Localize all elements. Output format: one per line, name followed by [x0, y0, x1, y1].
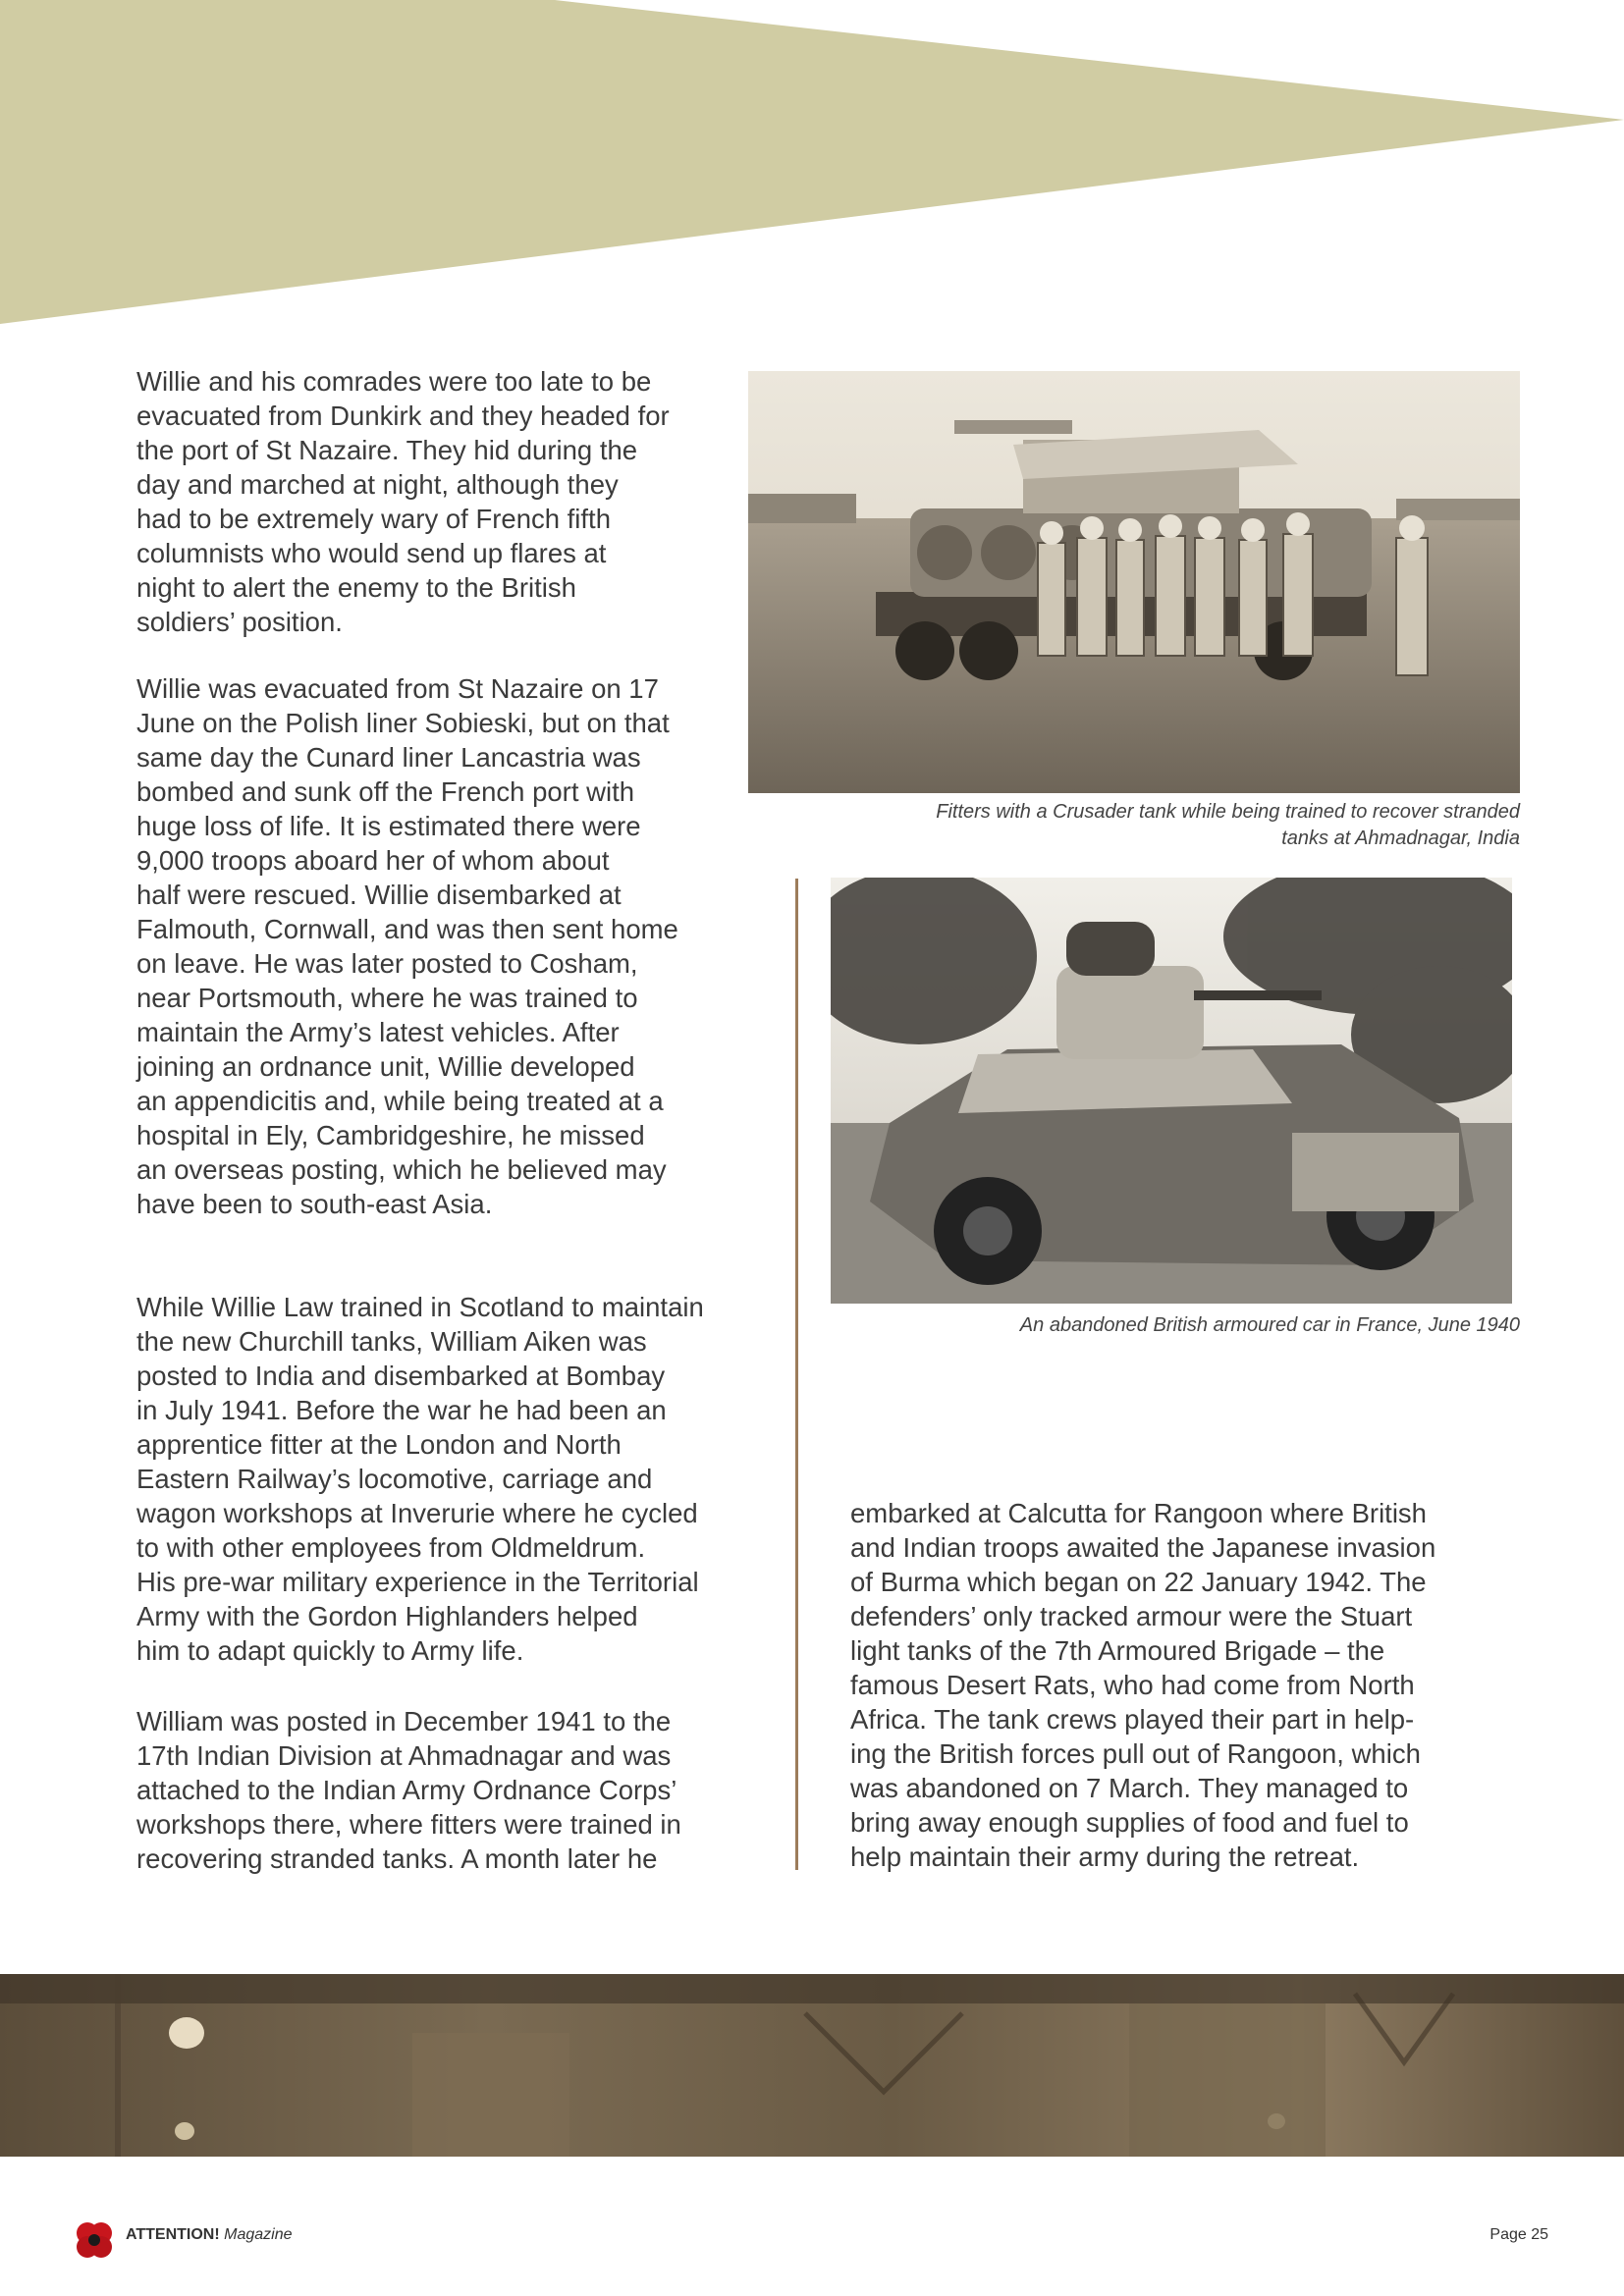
armoured-car-photo [831, 878, 1512, 1304]
column-divider [795, 879, 798, 1870]
crusader-photo-caption: Fitters with a Crusader tank while being trained to recover stranded tanks at Ahmadnagar, India [936, 801, 1520, 849]
text-line: an overseas posting, which he believed may [136, 1154, 667, 1185]
text-line: joining an ordnance unit, Willie developed [136, 1051, 635, 1082]
text-line: was abandoned on 7 March. They managed to [850, 1773, 1409, 1803]
left-paragraph-3 [136, 1290, 704, 1668]
text-line: to with other employees from Oldmeldrum. [136, 1532, 646, 1563]
text-line: help maintain their army during the retreat. [850, 1842, 1360, 1872]
page-number: Page 25 [1489, 2226, 1548, 2243]
crusader-tank-photo [748, 371, 1520, 793]
text-line: embarked at Calcutta for Rangoon where British [850, 1498, 1427, 1528]
text-line: night to alert the enemy to the British [136, 572, 576, 603]
text-line: Falmouth, Cornwall, and was then sent home [136, 914, 678, 944]
top-banner [0, 0, 1624, 334]
left-paragraph-4 [136, 1704, 681, 1876]
text-line: bring away enough supplies of food and fuel to [850, 1807, 1409, 1838]
left-paragraph-1 [136, 364, 670, 639]
text-line: him to adapt quickly to Army life. [136, 1635, 524, 1666]
text-line: posted to India and disembarked at Bombay [136, 1361, 666, 1391]
text-line: attached to the Indian Army Ordnance Corps’ [136, 1775, 677, 1805]
text-line: of Burma which began on 22 January 1942. The [850, 1567, 1427, 1597]
text-line: recovering stranded tanks. A month later he [136, 1843, 658, 1874]
text-line: in July 1941. Before the war he had been an [136, 1395, 667, 1425]
text-line: columnists who would send up flares at [136, 538, 607, 568]
text-line: day and marched at night, although they [136, 469, 619, 500]
text-line: on leave. He was later posted to Cosham, [136, 948, 638, 979]
text-line: wagon workshops at Inverurie where he cycled [136, 1498, 698, 1528]
text-line: the new Churchill tanks, William Aiken was [136, 1326, 647, 1357]
text-line: soldiers’ position. [136, 607, 343, 637]
text-line: and Indian troops awaited the Japanese invasion [850, 1532, 1436, 1563]
text-line: Africa. The tank crews played their part in help- [850, 1704, 1415, 1735]
left-paragraph-2 [136, 671, 678, 1221]
bottom-photo-strip [0, 1974, 1624, 2157]
text-line: Willie was evacuated from St Nazaire on 17 [136, 673, 659, 704]
text-line: Willie and his comrades were too late to be [136, 366, 652, 397]
text-line: apprentice fitter at the London and North [136, 1429, 622, 1460]
text-line: While Willie Law trained in Scotland to maintain [136, 1292, 704, 1322]
text-line: workshops there, where fitters were trained in [136, 1809, 681, 1840]
text-line: maintain the Army’s latest vehicles. After [136, 1017, 620, 1047]
text-line: huge loss of life. It is estimated there were [136, 811, 641, 841]
text-line: defenders’ only tracked armour were the Stuart [850, 1601, 1413, 1631]
text-line: the port of St Nazaire. They hid during the [136, 435, 638, 465]
text-line: near Portsmouth, where he was trained to [136, 983, 638, 1013]
text-line: Army with the Gordon Highlanders helped [136, 1601, 638, 1631]
text-line: bombed and sunk off the French port with [136, 776, 635, 807]
text-line: had to be extremely wary of French fifth [136, 504, 611, 534]
poppy-icon [76, 2221, 113, 2259]
text-line: 17th Indian Division at Ahmadnagar and was [136, 1740, 672, 1771]
text-line: 9,000 troops aboard her of whom about [136, 845, 610, 876]
text-line: half were rescued. Willie disembarked at [136, 880, 622, 910]
text-line: ing the British forces pull out of Rangoon, which [850, 1738, 1421, 1769]
text-line: June on the Polish liner Sobieski, but on that [136, 708, 670, 738]
text-line: light tanks of the 7th Armoured Brigade – the [850, 1635, 1385, 1666]
armoured-car-photo-caption: An abandoned British armoured car in France, June 1940 [1019, 1314, 1520, 1336]
text-line: hospital in Ely, Cambridgeshire, he missed [136, 1120, 645, 1150]
text-line: William was posted in December 1941 to the [136, 1706, 672, 1736]
magazine-name: ATTENTION! Magazine [126, 2226, 293, 2243]
text-line: evacuated from Dunkirk and they headed for [136, 400, 670, 431]
text-line: His pre-war military experience in the Territorial [136, 1567, 699, 1597]
text-line: Eastern Railway’s locomotive, carriage and [136, 1464, 653, 1494]
text-line: same day the Cunard liner Lancastria was [136, 742, 641, 773]
right-paragraph [850, 1496, 1435, 1874]
text-line: an appendicitis and, while being treated at a [136, 1086, 664, 1116]
text-line: famous Desert Rats, who had come from North [850, 1670, 1415, 1700]
text-line: have been to south-east Asia. [136, 1189, 493, 1219]
